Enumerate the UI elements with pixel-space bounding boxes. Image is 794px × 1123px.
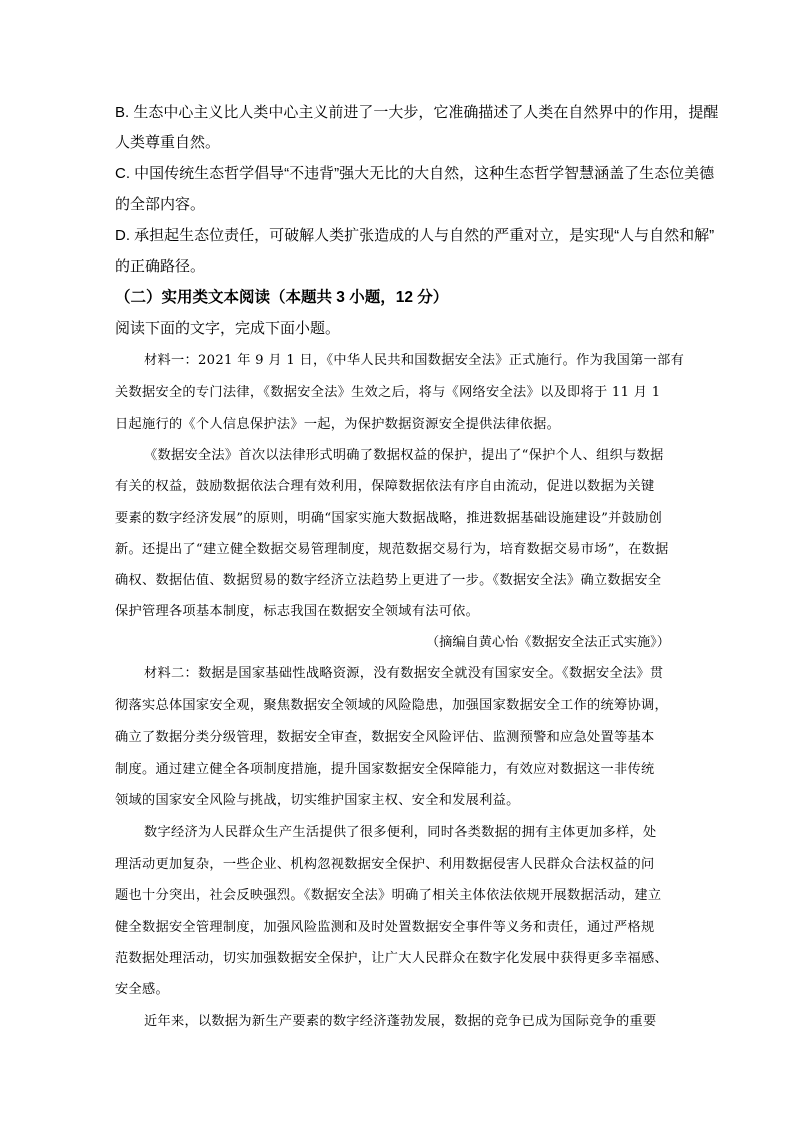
material1-p1-line-2: 关数据安全的专门法律，《数据安全法》生效之后，将与《网络安全法》以及即将于 11 月 1	[115, 385, 661, 400]
material2-p1-line-1: 材料二：数据是国家基础性战略资源，没有数据安全就没有国家安全。《数据安全法》贯	[144, 666, 664, 681]
material1-p1-line-1: 材料一：2021 年 9 月 1 日，《中华人民共和国数据安全法》正式施行。作为我国第一部有	[144, 353, 685, 368]
material1-p1-line-3: 日起施行的《个人信息保护法》一起，为保护数据资源安全提供法律依据。	[115, 417, 561, 432]
material2-p1-line-2: 彻落实总体国家安全观，聚焦数据安全领域的风险隐患，加强国家数据安全工作的统筹协调，	[115, 698, 668, 713]
material1-p2-line-1: 《数据安全法》首次以法律形式明确了数据权益的保护，提出了“保护个人、组织与数据	[144, 448, 664, 463]
material2-p1-line-4: 制度。通过建立健全各项制度措施，提升国家数据安全保障能力，有效应对数据这一非传统	[115, 762, 655, 777]
option-b-line-1: B. 生态中心主义比人类中心主义前进了一大步，它准确描述了人类在自然界中的作用，提醒	[115, 104, 719, 121]
material2-p2-line-2: 理活动更加复杂，一些企业、机构忽视数据安全保护、利用数据侵害人民群众合法权益的问	[115, 857, 655, 872]
material2-p2-line-1: 数字经济为人民群众生产生活提供了很多便利，同时各类数据的拥有主体更加多样，处	[144, 825, 657, 840]
material2-p3-line-1: 近年来，以数据为新生产要素的数字经济蓬勃发展，数据的竞争已成为国际竞争的重要	[144, 1014, 657, 1029]
material1-p2-line-5: 确权、数据估值、数据贸易的数字经济立法趋势上更进了一步。《数据安全法》确立数据安全	[115, 573, 662, 588]
option-d-line-1: D. 承担起生态位责任，可破解人类扩张造成的人与自然的严重对立，是实现“人与自然和解”	[115, 227, 715, 244]
material1-p2-line-3: 要素的数字经济发展”的原则，明确“国家实施大数据战略，推进数据基础设施建设”并鼓励创	[115, 511, 663, 526]
option-c-line-1: C. 中国传统生态哲学倡导“不违背”强大无比的大自然，这种生态哲学智慧涵盖了生态位美德	[115, 165, 715, 182]
option-d-line-2: 的正确路径。	[115, 258, 206, 275]
option-b-line-2: 人类尊重自然。	[115, 134, 221, 151]
material2-p2-line-6: 安全感。	[115, 982, 169, 997]
section-heading: （二）实用类文本阅读（本题共 3 小题，12 分）	[115, 289, 449, 306]
material1-p2-line-4: 新。还提出了“建立健全数据交易管理制度，规范数据交易行为，培育数据交易市场”，在数据	[115, 542, 669, 557]
material1-p2-line-2: 有关的权益，鼓励数据依法合理有效利用，保障数据依法有序自由流动，促进以数据为关键	[115, 479, 655, 494]
material2-p2-line-3: 题也十分突出，社会反映强烈。《数据安全法》明确了相关主体依法依规开展数据活动，建立	[115, 888, 662, 903]
section-instruction: 阅读下面的文字，完成下面小题。	[115, 320, 341, 337]
material1-p2-line-6: 保护管理各项基本制度，标志我国在数据安全领域有法可依。	[115, 604, 480, 619]
material2-p2-line-4: 健全数据安全管理制度，加强风险监测和及时处置数据安全事件等义务和责任，通过严格规	[115, 920, 655, 935]
material2-p2-line-5: 范数据处理活动，切实加强数据安全保护，让广大人民群众在数字化发展中获得更多幸福感、	[115, 951, 668, 966]
material2-p1-line-5: 领域的国家安全风险与挑战，切实维护国家主权、安全和发展利益。	[115, 793, 520, 808]
material1-source: （摘编自黄心怡《数据安全法正式实施》）	[426, 635, 670, 650]
option-c-line-2: 的全部内容。	[115, 196, 206, 213]
material2-p1-line-3: 确立了数据分类分级管理，数据安全审查，数据安全风险评估、监测预警和应急处置等基本	[115, 730, 655, 745]
